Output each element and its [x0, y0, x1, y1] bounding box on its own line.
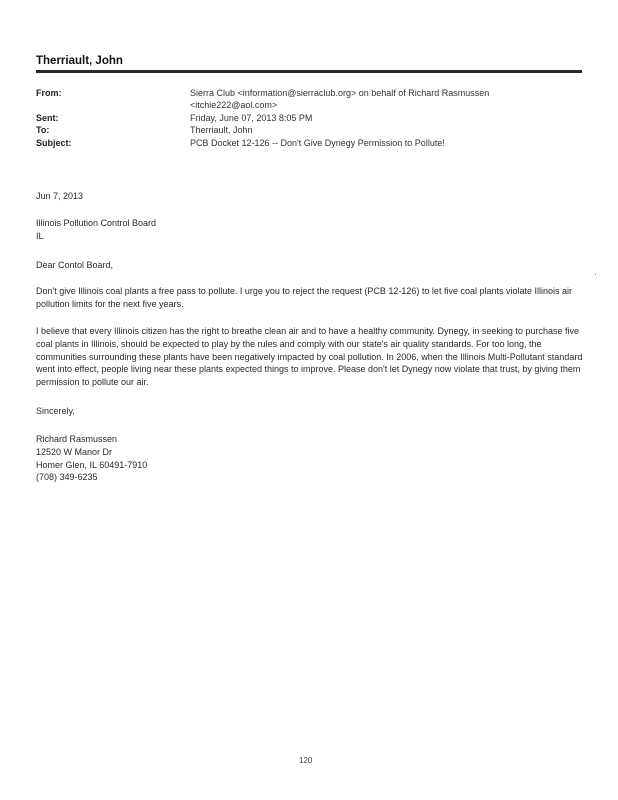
paragraph-2: I believe that every Illinois citizen has the right to breathe clean air and to have a healthy community. Dynegy, in seeking to purchase five coal plants in Illinois, should be expected to play by the rules and comply with our state's air quality standards. For too long, the communities surrounding these plants have been negatively impacted by coal pollution. In 2006, when the Illinois Multi-Pollutant standard went into effect, people living near these plants expected things to improve. Please don't let Dynegy now violate that trust, by giving them permission to pollute our air.	[36, 326, 583, 388]
to-label: To:	[36, 125, 50, 135]
from-label: From:	[36, 88, 62, 98]
closing: Sincerely,	[36, 406, 75, 416]
recipient-state: IL	[36, 230, 44, 241]
recipient-address	[36, 217, 584, 243]
signature-street: 12520 W Manor Dr	[36, 446, 113, 457]
page-number: 120	[299, 756, 313, 765]
paragraph-1: Don't give Illinois coal plants a free pass to pollute. I urge you to reject the request (PCB 12-126) to let five coal plants violate Illinois air pollution limits for the next five years.	[36, 286, 573, 309]
mailbox-owner-name: Therriault, John	[36, 55, 123, 67]
sent-row	[36, 112, 550, 124]
signature-block	[36, 433, 584, 484]
scan-artifact	[595, 274, 596, 275]
subject-value: PCB Docket 12-126 -- Don't Give Dynegy Permission to Pollute!	[190, 138, 445, 148]
salutation: Dear Contol Board,	[36, 260, 114, 270]
header-divider	[36, 70, 582, 73]
signature-phone: (708) 349-6235	[36, 472, 98, 483]
to-row	[36, 124, 550, 136]
to-value: Therriault, John	[190, 125, 253, 135]
sent-label: Sent:	[36, 113, 59, 123]
signature-city: Homer Glen, IL 60491-7910	[36, 459, 148, 470]
recipient-name: Illinois Pollution Control Board	[36, 218, 157, 228]
sent-value: Friday, June 07, 2013 8:05 PM	[190, 113, 313, 123]
subject-label: Subject:	[36, 138, 72, 148]
from-row	[36, 87, 550, 111]
signature-name: Richard Rasmussen	[36, 434, 118, 444]
letter-date: Jun 7, 2013	[36, 191, 84, 201]
subject-row	[36, 137, 550, 149]
from-value: Sierra Club <information@sierraclub.org> on behalf of Richard Rasmussen <itchie222@aol.com>	[190, 88, 490, 110]
